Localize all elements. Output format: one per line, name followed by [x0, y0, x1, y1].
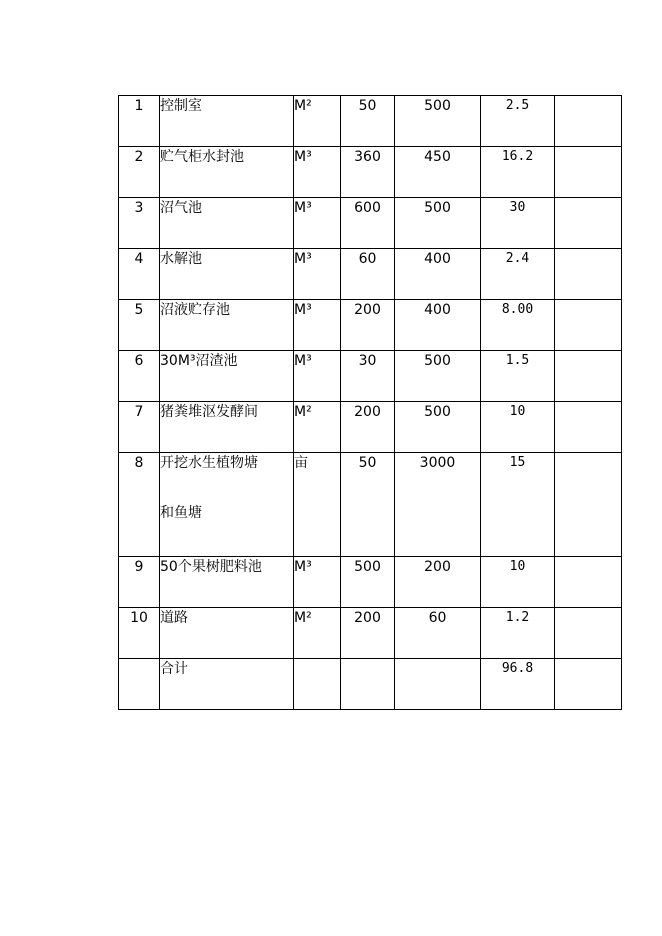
table-row [119, 198, 622, 249]
item-name-line-2: 和鱼塘 [160, 505, 202, 521]
amount: 1.2 [481, 608, 555, 659]
quantity: 50 [341, 96, 395, 147]
table-row [119, 351, 622, 402]
item-name: 水解池 [160, 249, 294, 300]
row-number: 10 [119, 608, 160, 659]
quantity: 600 [341, 198, 395, 249]
quantity: 200 [341, 300, 395, 351]
unit-price: 60 [395, 608, 481, 659]
note [555, 659, 622, 710]
unit: M² [294, 402, 341, 453]
item-name: 50个果树肥料池 [160, 557, 294, 608]
unit-price: 500 [395, 198, 481, 249]
amount: 10 [481, 402, 555, 453]
quantity: 360 [341, 147, 395, 198]
amount: 30 [481, 198, 555, 249]
note [555, 608, 622, 659]
unit: M³ [294, 351, 341, 402]
total-label: 合计 [160, 659, 294, 710]
quantity: 500 [341, 557, 395, 608]
unit-price: 500 [395, 96, 481, 147]
row-number: 7 [119, 402, 160, 453]
note [555, 300, 622, 351]
amount: 2.5 [481, 96, 555, 147]
note [555, 402, 622, 453]
table-row [119, 402, 622, 453]
row-number: 8 [119, 453, 160, 557]
row-number: 5 [119, 300, 160, 351]
note [555, 557, 622, 608]
item-name: 猪粪堆沤发酵间 [160, 402, 294, 453]
cost-table [118, 95, 622, 710]
unit: M² [294, 608, 341, 659]
amount: 8.00 [481, 300, 555, 351]
note [555, 249, 622, 300]
item-name-line-1: 开挖水生植物塘 [160, 455, 258, 471]
table-row [119, 300, 622, 351]
total-row [119, 659, 622, 710]
row-number: 1 [119, 96, 160, 147]
row-number: 6 [119, 351, 160, 402]
note [555, 96, 622, 147]
table-row [119, 608, 622, 659]
quantity: 200 [341, 402, 395, 453]
unit-price: 500 [395, 351, 481, 402]
quantity: 60 [341, 249, 395, 300]
quantity: 200 [341, 608, 395, 659]
item-name: 30M³沼渣池 [160, 351, 294, 402]
unit: M² [294, 96, 341, 147]
item-name: 控制室 [160, 96, 294, 147]
unit-price: 400 [395, 249, 481, 300]
amount: 15 [481, 453, 555, 557]
total-amount: 96.8 [481, 659, 555, 710]
item-name: 贮气柜水封池 [160, 147, 294, 198]
unit: M³ [294, 300, 341, 351]
item-name: 道路 [160, 608, 294, 659]
unit: M³ [294, 557, 341, 608]
table-row [119, 249, 622, 300]
table-row [119, 453, 622, 557]
quantity [341, 659, 395, 710]
table-row [119, 96, 622, 147]
amount: 10 [481, 557, 555, 608]
row-number [119, 659, 160, 710]
unit [294, 659, 341, 710]
note [555, 198, 622, 249]
note [555, 147, 622, 198]
row-number: 4 [119, 249, 160, 300]
unit-price: 3000 [395, 453, 481, 557]
unit: M³ [294, 147, 341, 198]
amount: 1.5 [481, 351, 555, 402]
unit: M³ [294, 198, 341, 249]
unit-price [395, 659, 481, 710]
row-number: 2 [119, 147, 160, 198]
item-name: 沼液贮存池 [160, 300, 294, 351]
item-name: 沼气池 [160, 198, 294, 249]
row-number: 9 [119, 557, 160, 608]
amount: 16.2 [481, 147, 555, 198]
quantity: 30 [341, 351, 395, 402]
quantity: 50 [341, 453, 395, 557]
table-row [119, 557, 622, 608]
amount: 2.4 [481, 249, 555, 300]
unit: M³ [294, 249, 341, 300]
unit-price: 500 [395, 402, 481, 453]
unit-price: 450 [395, 147, 481, 198]
table-row [119, 147, 622, 198]
note [555, 351, 622, 402]
row-number: 3 [119, 198, 160, 249]
note [555, 453, 622, 557]
unit-price: 400 [395, 300, 481, 351]
unit: 亩 [294, 453, 341, 557]
item-name [160, 453, 294, 557]
unit-price: 200 [395, 557, 481, 608]
